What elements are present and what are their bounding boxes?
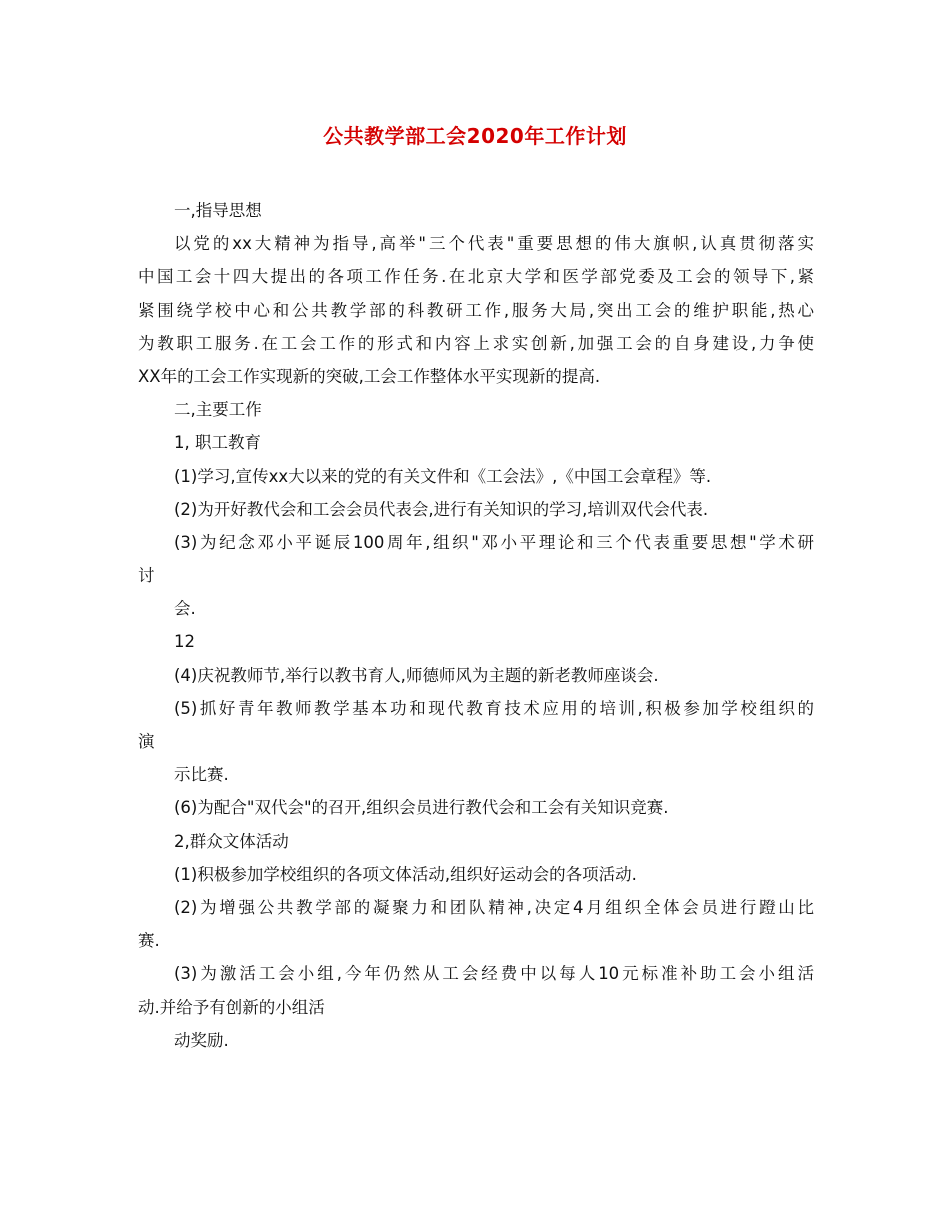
paragraph-line: 以党的xx大精神为指导,高举"三个代表"重要思想的伟大旗帜,认真贯彻落实 bbox=[174, 234, 814, 254]
list-item: (6)为配合"双代会"的召开,组织会员进行教代会和工会有关知识竞赛. bbox=[174, 798, 669, 818]
section-heading: 一,指导思想 bbox=[174, 201, 262, 220]
list-item: (3)为激活工会小组,今年仍然从工会经费中以每人10元标准补助工会小组活 bbox=[174, 964, 814, 984]
list-item: (1)积极参加学校组织的各项文体活动,组织好运动会的各项活动. bbox=[174, 864, 637, 884]
list-item: (1)学习,宣传xx大以来的党的有关文件和《工会法》,《中国工会章程》等. bbox=[174, 466, 712, 486]
list-item: (2)为开好教代会和工会会员代表会,进行有关知识的学习,培训双代会代表. bbox=[174, 499, 709, 519]
paragraph-line: XX年的工会工作实现新的突破,工会工作整体水平实现新的提高. bbox=[138, 366, 601, 386]
paragraph-line: 中国工会十四大提出的各项工作任务.在北京大学和医学部党委及工会的领导下,紧 bbox=[138, 267, 814, 287]
list-item-continuation: 动.并给予有创新的小组活 bbox=[138, 997, 325, 1017]
document-body bbox=[138, 194, 814, 1057]
subsection-heading: 1, 职工教育 bbox=[174, 433, 261, 453]
list-item-continuation: 示比赛. bbox=[174, 765, 229, 785]
list-item: (5)抓好青年教师教学基本功和现代教育技术应用的培训,积极参加学校组织的 bbox=[174, 698, 814, 718]
paragraph-line: 紧围绕学校中心和公共教学部的科教研工作,服务大局,突出工会的维护职能,热心 bbox=[138, 300, 814, 320]
page-number: 12 bbox=[174, 632, 195, 652]
list-item: (3)为纪念邓小平诞辰100周年,组织"邓小平理论和三个代表重要思想"学术研 bbox=[174, 532, 814, 552]
list-item-continuation: 讨 bbox=[138, 566, 155, 586]
list-item-continuation: 演 bbox=[138, 732, 155, 751]
section-heading: 二,主要工作 bbox=[174, 400, 262, 420]
subsection-heading: 2,群众文体活动 bbox=[174, 831, 289, 851]
list-item-continuation: 会. bbox=[174, 599, 196, 619]
document-title: 公共教学部工会2020年工作计划 bbox=[323, 124, 627, 148]
paragraph-line: 为教职工服务.在工会工作的形式和内容上求实创新,加强工会的自身建设,力争使 bbox=[138, 333, 814, 353]
list-item-continuation: 赛. bbox=[138, 931, 160, 951]
list-item: (2)为增强公共教学部的凝聚力和团队精神,决定4月组织全体会员进行蹬山比 bbox=[174, 897, 814, 917]
list-item: (4)庆祝教师节,举行以教书育人,师德师风为主题的新老教师座谈会. bbox=[174, 665, 659, 685]
list-item-continuation: 动奖励. bbox=[174, 1030, 229, 1050]
